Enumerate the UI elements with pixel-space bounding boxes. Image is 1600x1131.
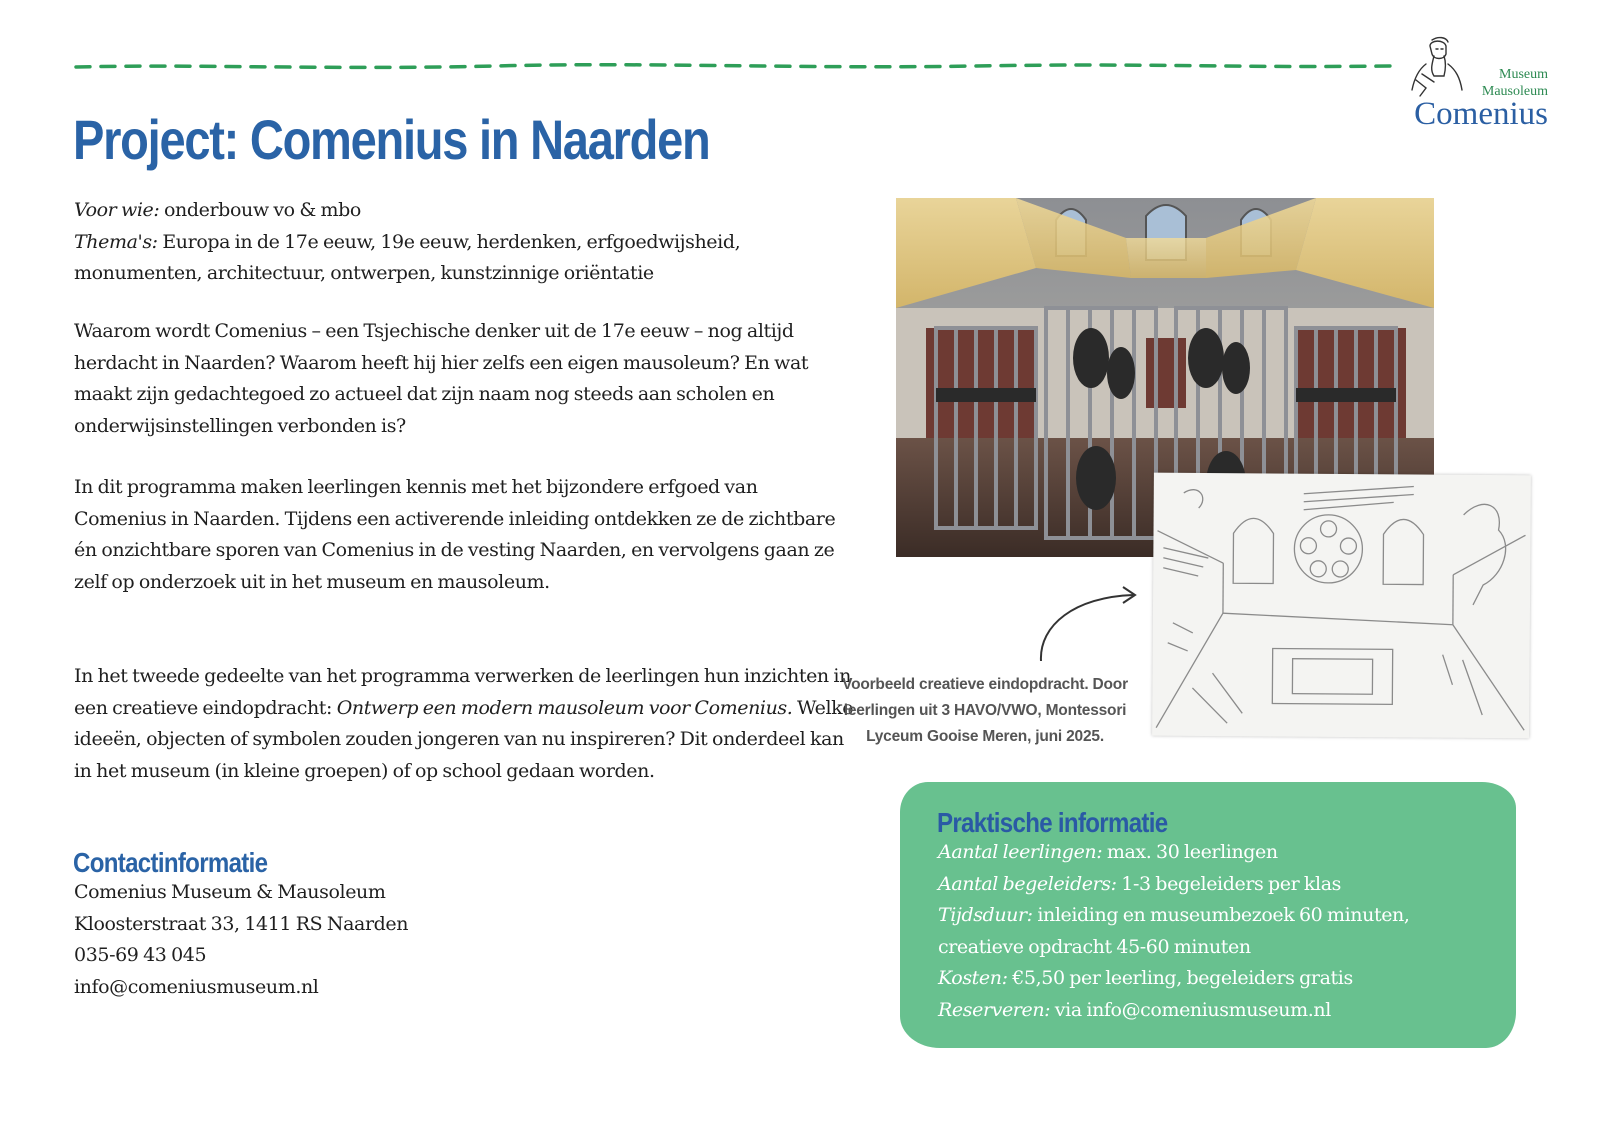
practical-row-value: inleiding en museumbezoek 60 minuten, creatieve opdracht 45-60 minuten <box>938 904 1410 958</box>
practical-row <box>938 837 1498 869</box>
assignment-text-italic: Ontwerp een modern mausoleum voor Comenius. <box>336 696 793 719</box>
assignment-paragraph <box>74 661 854 787</box>
dashed-divider <box>74 60 1394 74</box>
assignment-text-after: Welke ideeën, objecten of symbolen zouden jongeren van nu inspireren? Dit onderdeel kan in het museum (in kleine groepen) of op school gedaan worden. <box>74 696 854 782</box>
caption-line-3: Lyceum Gooise Meren, juni 2025. <box>866 728 1104 745</box>
program-text: In dit programma maken leerlingen kennis met het bijzondere erfgoed van Comenius in Naarden. Tijdens een activerende inleiding ontdekken ze de zichtbare én onzichtbare sporen van Comenius in de vesting Naarden, en vervolgens gaan ze zelf op onderzoek uit in het museum en mausoleum. <box>74 476 836 593</box>
themes-label: Thema's: <box>74 230 158 253</box>
comenius-portrait-icon <box>1408 34 1478 104</box>
student-sketch-image <box>1152 473 1531 739</box>
contact-phone: 035-69 43 045 <box>74 944 207 966</box>
practical-row-value: max. 30 leerlingen <box>1102 841 1278 863</box>
practical-row-label: Aantal leerlingen: <box>938 841 1103 863</box>
caption-line-1: Voorbeeld creatieve eindopdracht. Door <box>842 676 1128 693</box>
themes-value: Europa in de 17e eeuw, 19e eeuw, herdenken, erfgoedwijsheid, monumenten, architectuur, ontwerpen, kunstzinnige oriëntatie <box>74 230 741 284</box>
audience-line <box>74 195 854 227</box>
practical-row <box>938 869 1498 901</box>
intro-text: Waarom wordt Comenius – een Tsjechische denker uit de 17e eeuw – nog altijd herdacht in Naarden? Waarom heeft hij hier zelfs een eigen mausoleum? En wat maakt zijn gedachtegoed zo actueel dat zijn naam nog steeds aan scholen en onderwijsinstellingen verbonden is? <box>74 320 809 437</box>
contact-heading: Contactinformatie <box>73 847 268 878</box>
logo-word-mausoleum: Mausoleum <box>1481 84 1548 99</box>
practical-row-value: €5,50 per leerling, begeleiders gratis <box>1007 967 1353 989</box>
themes-line <box>74 227 854 290</box>
practical-info-heading: Praktische informatie <box>937 807 1168 838</box>
logo-word-museum: Museum <box>1499 67 1548 82</box>
contact-block <box>74 877 854 1003</box>
assignment-text <box>74 661 854 787</box>
assignment-text-before: In het tweede gedeelte van het programma verwerken de leerlingen hun inzichten in een creatieve eindopdracht: <box>74 665 851 719</box>
program-paragraph <box>74 472 854 598</box>
audience-value: onderbouw vo & mbo <box>159 199 361 221</box>
caption-line-2: leerlingen uit 3 HAVO/VWO, Montessori <box>843 702 1127 719</box>
practical-row-label: Aantal begeleiders: <box>938 872 1117 895</box>
practical-row-label: Reserveren: <box>938 998 1051 1021</box>
museum-logo <box>1400 30 1560 130</box>
sketch-caption <box>832 672 1138 750</box>
practical-row-label: Tijdsduur: <box>938 904 1033 926</box>
practical-row <box>938 963 1498 995</box>
contact-address: Kloosterstraat 33, 1411 RS Naarden <box>74 912 409 935</box>
practical-row-value[interactable]: via info@comeniusmuseum.nl <box>1050 998 1331 1021</box>
curved-arrow-icon <box>1035 585 1145 665</box>
intro-paragraph <box>74 316 854 442</box>
meta-block <box>74 195 854 290</box>
practical-row <box>938 900 1498 963</box>
practical-row-label: Kosten: <box>938 967 1008 989</box>
contact-email[interactable]: info@comeniusmuseum.nl <box>74 975 319 998</box>
logo-word-comenius: Comenius <box>1414 96 1548 132</box>
practical-row <box>938 995 1498 1027</box>
page-title: Project: Comenius in Naarden <box>73 108 710 171</box>
audience-label: Voor wie: <box>74 199 160 221</box>
contact-name: Comenius Museum & Mausoleum <box>74 881 386 903</box>
practical-info-list <box>938 837 1498 1026</box>
practical-row-value: 1-3 begeleiders per klas <box>1116 872 1341 895</box>
